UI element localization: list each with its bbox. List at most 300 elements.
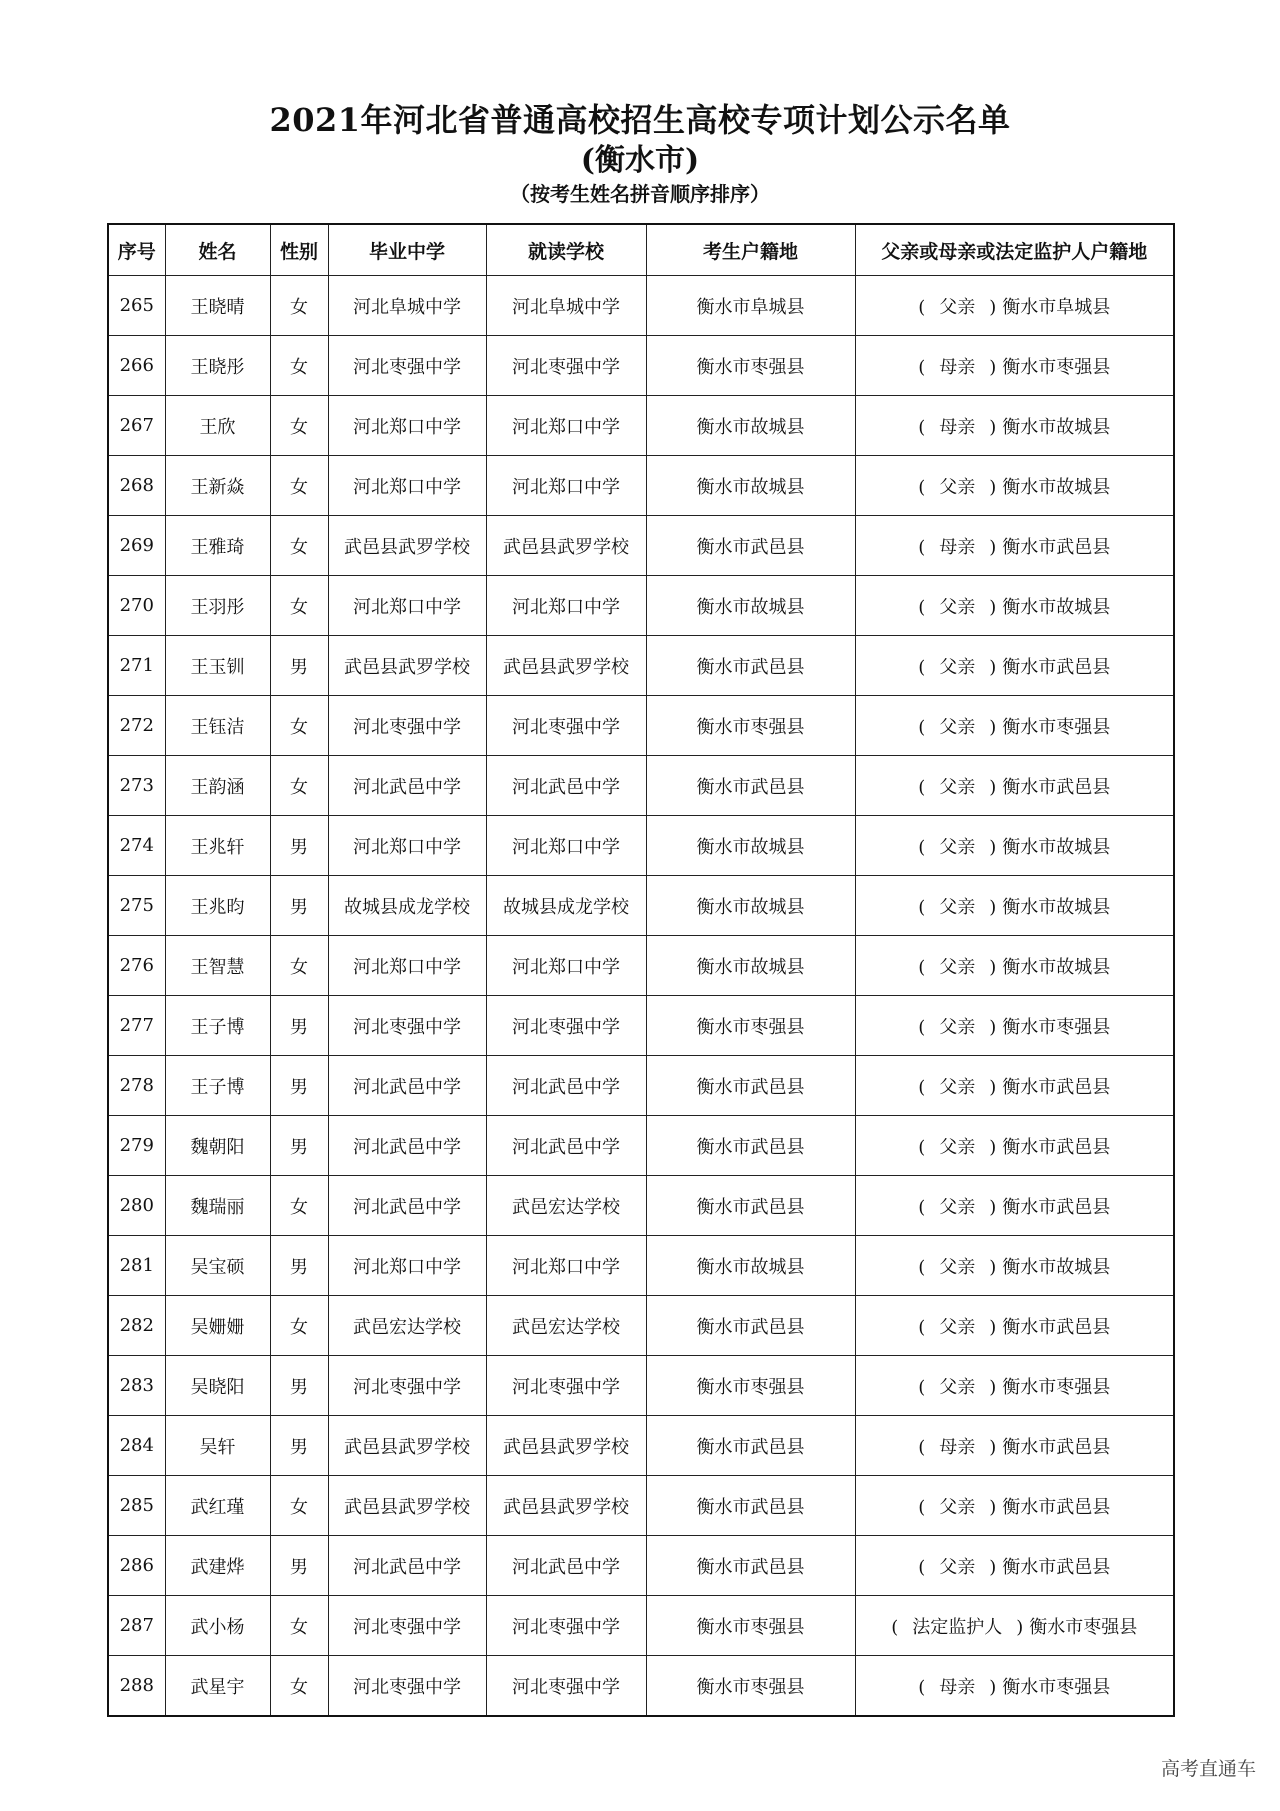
- cell-guardian-household: [855, 756, 1174, 816]
- relation-open-paren: (: [918, 1676, 926, 1698]
- guardian-place: 衡水市武邑县: [1002, 536, 1111, 558]
- cell-grad-school: 武邑县武罗学校: [328, 516, 486, 576]
- cell-household: 衡水市武邑县: [646, 1116, 855, 1176]
- table-row: [108, 1596, 1174, 1656]
- table-row: [108, 1236, 1174, 1296]
- cell-guardian-household: [855, 996, 1174, 1056]
- guardian-relation: 父亲: [939, 1556, 976, 1578]
- guardian-relation: 父亲: [939, 1316, 976, 1338]
- table-row: [108, 1416, 1174, 1476]
- guardian-relation: 父亲: [939, 1196, 976, 1218]
- table-row: [108, 1476, 1174, 1536]
- cell-household: 衡水市武邑县: [646, 1056, 855, 1116]
- cell-current-school: 武邑宏达学校: [486, 1296, 646, 1356]
- cell-seq: 286: [108, 1536, 165, 1596]
- cell-name: 王兆轩: [165, 816, 270, 876]
- cell-gender: 女: [270, 696, 328, 756]
- cell-guardian-household: [855, 1536, 1174, 1596]
- cell-gender: 女: [270, 756, 328, 816]
- table-row: [108, 756, 1174, 816]
- cell-grad-school: 河北枣强中学: [328, 696, 486, 756]
- relation-close-paren: ): [989, 896, 997, 918]
- guardian-place: 衡水市武邑县: [1002, 1496, 1111, 1518]
- cell-household: 衡水市故城县: [646, 1236, 855, 1296]
- cell-gender: 女: [270, 576, 328, 636]
- guardian-relation: 母亲: [939, 1676, 976, 1698]
- relation-close-paren: ): [989, 956, 997, 978]
- guardian-place: 衡水市武邑县: [1002, 656, 1111, 678]
- cell-current-school: 河北枣强中学: [486, 696, 646, 756]
- relation-open-paren: (: [918, 1376, 926, 1398]
- relation-open-paren: (: [918, 1436, 926, 1458]
- guardian-relation: 法定监护人: [912, 1616, 1003, 1638]
- sort-note: （按考生姓名拼音顺序排序）: [510, 182, 770, 206]
- cell-current-school: 河北阜城中学: [486, 276, 646, 336]
- guardian-relation: 母亲: [939, 1436, 976, 1458]
- relation-close-paren: ): [989, 1376, 997, 1398]
- cell-current-school: 河北枣强中学: [486, 1656, 646, 1717]
- relation-open-paren: (: [918, 1556, 926, 1578]
- cell-gender: 男: [270, 1116, 328, 1176]
- table-row: [108, 876, 1174, 936]
- cell-seq: 275: [108, 876, 165, 936]
- relation-open-paren: (: [918, 476, 926, 498]
- cell-household: 衡水市枣强县: [646, 1596, 855, 1656]
- document-subtitle: (衡水市): [580, 143, 700, 178]
- table-row: [108, 516, 1174, 576]
- cell-guardian-household: [855, 336, 1174, 396]
- cell-guardian-household: [855, 576, 1174, 636]
- cell-name: 王新焱: [165, 456, 270, 516]
- cell-current-school: 河北武邑中学: [486, 1056, 646, 1116]
- relation-open-paren: (: [918, 1016, 926, 1038]
- cell-grad-school: 河北武邑中学: [328, 1536, 486, 1596]
- relation-open-paren: (: [918, 536, 926, 558]
- cell-seq: 269: [108, 516, 165, 576]
- cell-seq: 272: [108, 696, 165, 756]
- cell-name: 王晓彤: [165, 336, 270, 396]
- relation-close-paren: ): [989, 356, 997, 378]
- cell-name: 王子博: [165, 1056, 270, 1116]
- relation-close-paren: ): [989, 776, 997, 798]
- table-row: [108, 576, 1174, 636]
- cell-guardian-household: [855, 1176, 1174, 1236]
- guardian-place: 衡水市枣强县: [1002, 1016, 1111, 1038]
- header-row: [108, 224, 1174, 276]
- table-row: [108, 696, 1174, 756]
- relation-close-paren: ): [989, 1256, 997, 1278]
- guardian-relation: 母亲: [939, 416, 976, 438]
- cell-seq: 276: [108, 936, 165, 996]
- cell-gender: 男: [270, 876, 328, 936]
- cell-seq: 282: [108, 1296, 165, 1356]
- cell-current-school: 河北武邑中学: [486, 756, 646, 816]
- cell-name: 王兆昀: [165, 876, 270, 936]
- relation-close-paren: ): [989, 1136, 997, 1158]
- guardian-relation: 父亲: [939, 1136, 976, 1158]
- cell-gender: 女: [270, 456, 328, 516]
- relation-close-paren: ): [989, 296, 997, 318]
- cell-household: 衡水市故城县: [646, 936, 855, 996]
- watermark-text: 高考直通车: [1160, 1758, 1256, 1780]
- relation-open-paren: (: [891, 1616, 899, 1638]
- cell-household: 衡水市故城县: [646, 876, 855, 936]
- cell-grad-school: 河北郑口中学: [328, 576, 486, 636]
- cell-guardian-household: [855, 1656, 1174, 1717]
- relation-open-paren: (: [918, 896, 926, 918]
- guardian-place: 衡水市枣强县: [1002, 1376, 1111, 1398]
- cell-seq: 285: [108, 1476, 165, 1536]
- cell-grad-school: 河北郑口中学: [328, 936, 486, 996]
- guardian-relation: 父亲: [939, 1256, 976, 1278]
- cell-gender: 女: [270, 276, 328, 336]
- table-row: [108, 336, 1174, 396]
- table-row: [108, 1116, 1174, 1176]
- cell-guardian-household: [855, 1476, 1174, 1536]
- relation-close-paren: ): [989, 1496, 997, 1518]
- relation-close-paren: ): [989, 1316, 997, 1338]
- cell-household: 衡水市武邑县: [646, 1536, 855, 1596]
- guardian-place: 衡水市枣强县: [1002, 356, 1111, 378]
- relation-open-paren: (: [918, 356, 926, 378]
- guardian-relation: 父亲: [939, 776, 976, 798]
- cell-name: 魏瑞丽: [165, 1176, 270, 1236]
- cell-name: 王玉钏: [165, 636, 270, 696]
- cell-current-school: 武邑县武罗学校: [486, 1416, 646, 1476]
- relation-open-paren: (: [918, 716, 926, 738]
- cell-gender: 女: [270, 1656, 328, 1717]
- cell-seq: 268: [108, 456, 165, 516]
- cell-household: 衡水市故城县: [646, 456, 855, 516]
- cell-name: 武小杨: [165, 1596, 270, 1656]
- cell-current-school: 河北郑口中学: [486, 456, 646, 516]
- guardian-relation: 父亲: [939, 1376, 976, 1398]
- guardian-place: 衡水市武邑县: [1002, 1196, 1111, 1218]
- relation-open-paren: (: [918, 1256, 926, 1278]
- cell-gender: 女: [270, 396, 328, 456]
- guardian-place: 衡水市武邑县: [1002, 1556, 1111, 1578]
- guardian-place: 衡水市故城县: [1002, 956, 1111, 978]
- cell-grad-school: 武邑县武罗学校: [328, 636, 486, 696]
- table-row: [108, 1176, 1174, 1236]
- cell-household: 衡水市武邑县: [646, 516, 855, 576]
- relation-open-paren: (: [918, 296, 926, 318]
- cell-current-school: 河北郑口中学: [486, 816, 646, 876]
- table-row: [108, 396, 1174, 456]
- table-row: [108, 276, 1174, 336]
- relation-open-paren: (: [918, 836, 926, 858]
- cell-name: 王韵涵: [165, 756, 270, 816]
- cell-gender: 女: [270, 516, 328, 576]
- cell-household: 衡水市武邑县: [646, 1176, 855, 1236]
- header-grad-school: 毕业中学: [328, 224, 486, 276]
- cell-gender: 女: [270, 1476, 328, 1536]
- cell-household: 衡水市武邑县: [646, 1416, 855, 1476]
- cell-guardian-household: [855, 636, 1174, 696]
- relation-close-paren: ): [989, 1016, 997, 1038]
- cell-grad-school: 河北枣强中学: [328, 1356, 486, 1416]
- guardian-place: 衡水市故城县: [1002, 476, 1111, 498]
- table-row: [108, 1536, 1174, 1596]
- cell-grad-school: 河北郑口中学: [328, 816, 486, 876]
- cell-name: 王子博: [165, 996, 270, 1056]
- cell-gender: 男: [270, 1056, 328, 1116]
- guardian-place: 衡水市武邑县: [1002, 1316, 1111, 1338]
- cell-seq: 265: [108, 276, 165, 336]
- cell-current-school: 武邑县武罗学校: [486, 636, 646, 696]
- relation-close-paren: ): [989, 1676, 997, 1698]
- relation-close-paren: ): [989, 596, 997, 618]
- cell-grad-school: 武邑县武罗学校: [328, 1416, 486, 1476]
- relation-close-paren: ): [989, 416, 997, 438]
- cell-guardian-household: [855, 396, 1174, 456]
- cell-seq: 267: [108, 396, 165, 456]
- guardian-place: 衡水市武邑县: [1002, 1136, 1111, 1158]
- cell-current-school: 河北郑口中学: [486, 936, 646, 996]
- header-guardian-household: 父亲或母亲或法定监护人户籍地: [855, 224, 1174, 276]
- table-row: [108, 996, 1174, 1056]
- cell-seq: 284: [108, 1416, 165, 1476]
- cell-gender: 女: [270, 1596, 328, 1656]
- cell-name: 吴晓阳: [165, 1356, 270, 1416]
- cell-seq: 277: [108, 996, 165, 1056]
- header-current-school: 就读学校: [486, 224, 646, 276]
- cell-grad-school: 故城县成龙学校: [328, 876, 486, 936]
- cell-grad-school: 河北枣强中学: [328, 1596, 486, 1656]
- cell-seq: 266: [108, 336, 165, 396]
- cell-seq: 287: [108, 1596, 165, 1656]
- table-row: [108, 1056, 1174, 1116]
- cell-grad-school: 河北武邑中学: [328, 1176, 486, 1236]
- table-row: [108, 1356, 1174, 1416]
- guardian-relation: 父亲: [939, 596, 976, 618]
- cell-gender: 男: [270, 1536, 328, 1596]
- cell-household: 衡水市枣强县: [646, 1656, 855, 1717]
- header-gender: 性别: [270, 224, 328, 276]
- cell-guardian-household: [855, 1296, 1174, 1356]
- cell-guardian-household: [855, 936, 1174, 996]
- cell-guardian-household: [855, 516, 1174, 576]
- relation-open-paren: (: [918, 416, 926, 438]
- cell-seq: 274: [108, 816, 165, 876]
- cell-guardian-household: [855, 876, 1174, 936]
- roster-table: [107, 223, 1175, 1717]
- guardian-place: 衡水市武邑县: [1002, 1436, 1111, 1458]
- relation-open-paren: (: [918, 1316, 926, 1338]
- cell-name: 武红瑾: [165, 1476, 270, 1536]
- relation-close-paren: ): [989, 836, 997, 858]
- cell-name: 王欣: [165, 396, 270, 456]
- relation-open-paren: (: [918, 596, 926, 618]
- cell-grad-school: 河北武邑中学: [328, 1056, 486, 1116]
- guardian-relation: 父亲: [939, 956, 976, 978]
- cell-name: 吴姗姗: [165, 1296, 270, 1356]
- header-seq: 序号: [108, 224, 165, 276]
- cell-current-school: 河北枣强中学: [486, 1596, 646, 1656]
- cell-guardian-household: [855, 1056, 1174, 1116]
- cell-current-school: 河北郑口中学: [486, 576, 646, 636]
- cell-grad-school: 河北郑口中学: [328, 1236, 486, 1296]
- table-row: [108, 1656, 1174, 1717]
- cell-household: 衡水市武邑县: [646, 1296, 855, 1356]
- cell-name: 武建烨: [165, 1536, 270, 1596]
- cell-seq: 273: [108, 756, 165, 816]
- cell-household: 衡水市枣强县: [646, 696, 855, 756]
- cell-grad-school: 河北武邑中学: [328, 756, 486, 816]
- cell-household: 衡水市枣强县: [646, 996, 855, 1056]
- guardian-place: 衡水市故城县: [1002, 896, 1111, 918]
- cell-guardian-household: [855, 276, 1174, 336]
- cell-gender: 男: [270, 636, 328, 696]
- guardian-relation: 父亲: [939, 296, 976, 318]
- table-row: [108, 636, 1174, 696]
- cell-current-school: 河北武邑中学: [486, 1116, 646, 1176]
- relation-close-paren: ): [989, 1436, 997, 1458]
- guardian-relation: 父亲: [939, 716, 976, 738]
- cell-name: 王晓晴: [165, 276, 270, 336]
- guardian-relation: 父亲: [939, 1076, 976, 1098]
- cell-name: 王钰洁: [165, 696, 270, 756]
- cell-name: 武星宇: [165, 1656, 270, 1717]
- cell-household: 衡水市阜城县: [646, 276, 855, 336]
- guardian-place: 衡水市武邑县: [1002, 776, 1111, 798]
- guardian-relation: 父亲: [939, 1496, 976, 1518]
- cell-household: 衡水市故城县: [646, 576, 855, 636]
- cell-name: 吴轩: [165, 1416, 270, 1476]
- cell-grad-school: 河北阜城中学: [328, 276, 486, 336]
- relation-close-paren: ): [989, 1076, 997, 1098]
- relation-close-paren: ): [1016, 1616, 1024, 1638]
- table-row: [108, 456, 1174, 516]
- guardian-place: 衡水市枣强县: [1002, 1676, 1111, 1698]
- guardian-place: 衡水市枣强县: [1002, 716, 1111, 738]
- guardian-place: 衡水市故城县: [1002, 1256, 1111, 1278]
- cell-grad-school: 河北枣强中学: [328, 1656, 486, 1717]
- relation-close-paren: ): [989, 656, 997, 678]
- cell-seq: 270: [108, 576, 165, 636]
- cell-name: 王雅琦: [165, 516, 270, 576]
- cell-grad-school: 武邑县武罗学校: [328, 1476, 486, 1536]
- cell-grad-school: 河北枣强中学: [328, 996, 486, 1056]
- table-row: [108, 1296, 1174, 1356]
- cell-current-school: 故城县成龙学校: [486, 876, 646, 936]
- cell-household: 衡水市枣强县: [646, 1356, 855, 1416]
- guardian-relation: 母亲: [939, 356, 976, 378]
- cell-current-school: 武邑县武罗学校: [486, 516, 646, 576]
- guardian-relation: 父亲: [939, 656, 976, 678]
- cell-name: 王羽彤: [165, 576, 270, 636]
- cell-guardian-household: [855, 1236, 1174, 1296]
- relation-close-paren: ): [989, 476, 997, 498]
- cell-guardian-household: [855, 456, 1174, 516]
- header-name: 姓名: [165, 224, 270, 276]
- cell-gender: 男: [270, 816, 328, 876]
- cell-household: 衡水市故城县: [646, 816, 855, 876]
- cell-seq: 281: [108, 1236, 165, 1296]
- cell-current-school: 河北枣强中学: [486, 996, 646, 1056]
- cell-seq: 283: [108, 1356, 165, 1416]
- cell-gender: 男: [270, 1236, 328, 1296]
- cell-household: 衡水市武邑县: [646, 636, 855, 696]
- cell-gender: 男: [270, 996, 328, 1056]
- cell-grad-school: 河北郑口中学: [328, 396, 486, 456]
- relation-open-paren: (: [918, 656, 926, 678]
- cell-guardian-household: [855, 696, 1174, 756]
- relation-close-paren: ): [989, 536, 997, 558]
- guardian-place: 衡水市阜城县: [1002, 296, 1111, 318]
- cell-current-school: 武邑县武罗学校: [486, 1476, 646, 1536]
- guardian-relation: 父亲: [939, 1016, 976, 1038]
- document-title: 2021年河北省普通高校招生高校专项计划公示名单: [269, 101, 1011, 139]
- cell-grad-school: 河北枣强中学: [328, 336, 486, 396]
- cell-guardian-household: [855, 1416, 1174, 1476]
- cell-seq: 278: [108, 1056, 165, 1116]
- guardian-relation: 父亲: [939, 836, 976, 858]
- guardian-place: 衡水市枣强县: [1029, 1616, 1138, 1638]
- cell-grad-school: 武邑宏达学校: [328, 1296, 486, 1356]
- cell-seq: 280: [108, 1176, 165, 1236]
- guardian-place: 衡水市故城县: [1002, 836, 1111, 858]
- cell-guardian-household: [855, 816, 1174, 876]
- cell-gender: 女: [270, 936, 328, 996]
- relation-close-paren: ): [989, 1556, 997, 1578]
- cell-name: 吴宝硕: [165, 1236, 270, 1296]
- guardian-relation: 母亲: [939, 536, 976, 558]
- guardian-relation: 父亲: [939, 476, 976, 498]
- cell-gender: 男: [270, 1416, 328, 1476]
- cell-gender: 男: [270, 1356, 328, 1416]
- roster-body: [108, 276, 1174, 1717]
- cell-seq: 271: [108, 636, 165, 696]
- cell-seq: 288: [108, 1656, 165, 1717]
- relation-open-paren: (: [918, 1136, 926, 1158]
- guardian-place: 衡水市故城县: [1002, 596, 1111, 618]
- cell-grad-school: 河北郑口中学: [328, 456, 486, 516]
- relation-open-paren: (: [918, 1196, 926, 1218]
- cell-guardian-household: [855, 1596, 1174, 1656]
- cell-current-school: 武邑宏达学校: [486, 1176, 646, 1236]
- cell-current-school: 河北枣强中学: [486, 336, 646, 396]
- cell-current-school: 河北郑口中学: [486, 1236, 646, 1296]
- guardian-place: 衡水市故城县: [1002, 416, 1111, 438]
- cell-current-school: 河北武邑中学: [486, 1536, 646, 1596]
- cell-household: 衡水市武邑县: [646, 756, 855, 816]
- relation-open-paren: (: [918, 776, 926, 798]
- table-row: [108, 936, 1174, 996]
- cell-gender: 女: [270, 336, 328, 396]
- guardian-relation: 父亲: [939, 896, 976, 918]
- cell-household: 衡水市武邑县: [646, 1476, 855, 1536]
- cell-household: 衡水市故城县: [646, 396, 855, 456]
- cell-guardian-household: [855, 1116, 1174, 1176]
- relation-open-paren: (: [918, 1076, 926, 1098]
- cell-gender: 女: [270, 1296, 328, 1356]
- cell-name: 魏朝阳: [165, 1116, 270, 1176]
- cell-name: 王智慧: [165, 936, 270, 996]
- guardian-place: 衡水市武邑县: [1002, 1076, 1111, 1098]
- cell-current-school: 河北枣强中学: [486, 1356, 646, 1416]
- cell-grad-school: 河北武邑中学: [328, 1116, 486, 1176]
- relation-open-paren: (: [918, 1496, 926, 1518]
- cell-household: 衡水市枣强县: [646, 336, 855, 396]
- relation-open-paren: (: [918, 956, 926, 978]
- table-row: [108, 816, 1174, 876]
- relation-close-paren: ): [989, 1196, 997, 1218]
- cell-seq: 279: [108, 1116, 165, 1176]
- header-household: 考生户籍地: [646, 224, 855, 276]
- relation-close-paren: ): [989, 716, 997, 738]
- cell-current-school: 河北郑口中学: [486, 396, 646, 456]
